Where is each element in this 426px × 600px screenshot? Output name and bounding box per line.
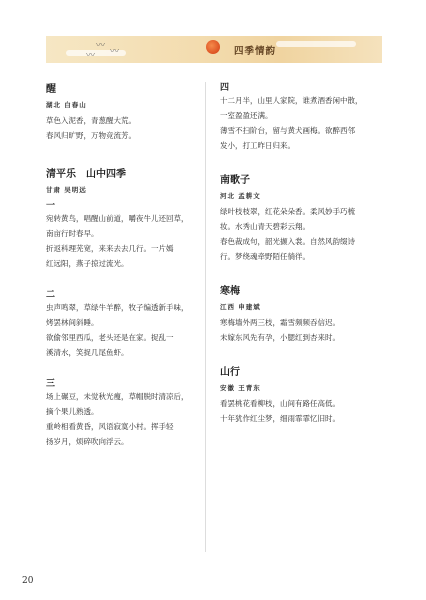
poem-line: 宛转黄鸟，唱醒山前道，嚼夜牛儿还回草， [46,214,189,223]
page-number: 20 [22,576,34,586]
left-column [46,80,218,449]
stanza-number: 三 [46,379,56,389]
header-title: 四季情韵 [234,46,277,57]
poem-title: 南歌子 [220,175,250,186]
poem-line: 红远阳，燕子掠过流光。 [46,259,129,268]
poem-line: 薄雪不扫阶台，留与黄犬画梅。欲醉西邻 [220,126,355,135]
bird-icon: 〰 [86,51,96,61]
sun-icon [206,40,220,54]
poem-title: 寒梅 [220,286,240,297]
poem-line: 欲偷邻里西瓜，老头还是在家。捉乱一 [46,333,174,342]
poem-line: 十年犹作红尘梦，细雨霏霏忆旧时。 [220,414,340,423]
header-banner [46,36,382,63]
poem-line: 绿叶枝枝翠，红花朵朵香。柔风妙手巧梳 [220,207,355,216]
poem-line: 草色入泥香，青葱醒大荒。 [46,116,136,125]
poem-author: 甘肃 吴明远 [46,186,87,194]
poem-line: 溪清水，笑捉几尾鱼虾。 [46,348,129,357]
poem-line: 寒梅墙外两三枝，霜雪频频吞信迟。 [220,318,340,327]
poem-line: 烤罢林间斜睡。 [46,318,99,327]
poem-title: 清平乐 山中四季 [46,169,126,180]
poem-title: 山行 [220,367,240,378]
stanza-number: 二 [46,290,56,300]
stanza-number: 四 [220,83,230,93]
poem-line: 虫声鸣翠，草绿牛羊醉，牧子编透新手味， [46,303,189,312]
poem-author: 河北 孟耕文 [220,192,261,200]
bird-icon: 〰 [110,47,120,57]
poem-line: 妆。水秀山青天碧彩云翔。 [220,222,310,231]
poem-line: 摘个果儿熟透。 [46,407,99,416]
poem-line: 一室盈盈还满。 [220,111,273,120]
poem-line: 十二月半，山里人家院，谁煮酒香闲中散， [220,96,363,105]
poem-line: 发小，打工昨日归来。 [220,141,295,150]
poem-line: 行。梦绕魂牵野陌任徜徉。 [220,252,310,261]
poem-line: 扬岁月，烦碎吹向浮云。 [46,437,129,446]
poem-author: 江西 申建斌 [220,303,261,311]
poem-line: 看罢桃花看柳枝，山间有路任高低。 [220,399,340,408]
right-column [220,80,392,426]
bird-icon: 〰 [96,41,106,51]
stanza-number: 一 [46,201,56,211]
poem-line: 折返科理芜宽，来来去去几行。一片嫣 [46,244,174,253]
poem-author: 安徽 王青东 [220,384,261,392]
poem-line: 春风归旷野，万物竞流芳。 [46,131,136,140]
poem-line: 春色裁成句，韶光撷入裳。自然风韵缀诗 [220,237,355,246]
poem-author: 湖北 白春山 [46,101,87,109]
poem-title: 醒 [46,84,56,95]
poem-line: 场上碾豆，未觉秋光瘦，草帽脱时清凉后， [46,392,189,401]
poem-line: 未嫁东风先有孕，小腮红到杏来时。 [220,333,340,342]
poem-line: 重岭相看黄昏，风语寂寞小村。挥手轻 [46,422,174,431]
poem-line: 南亩行时春早。 [46,229,99,238]
cloud-decoration [276,41,356,47]
